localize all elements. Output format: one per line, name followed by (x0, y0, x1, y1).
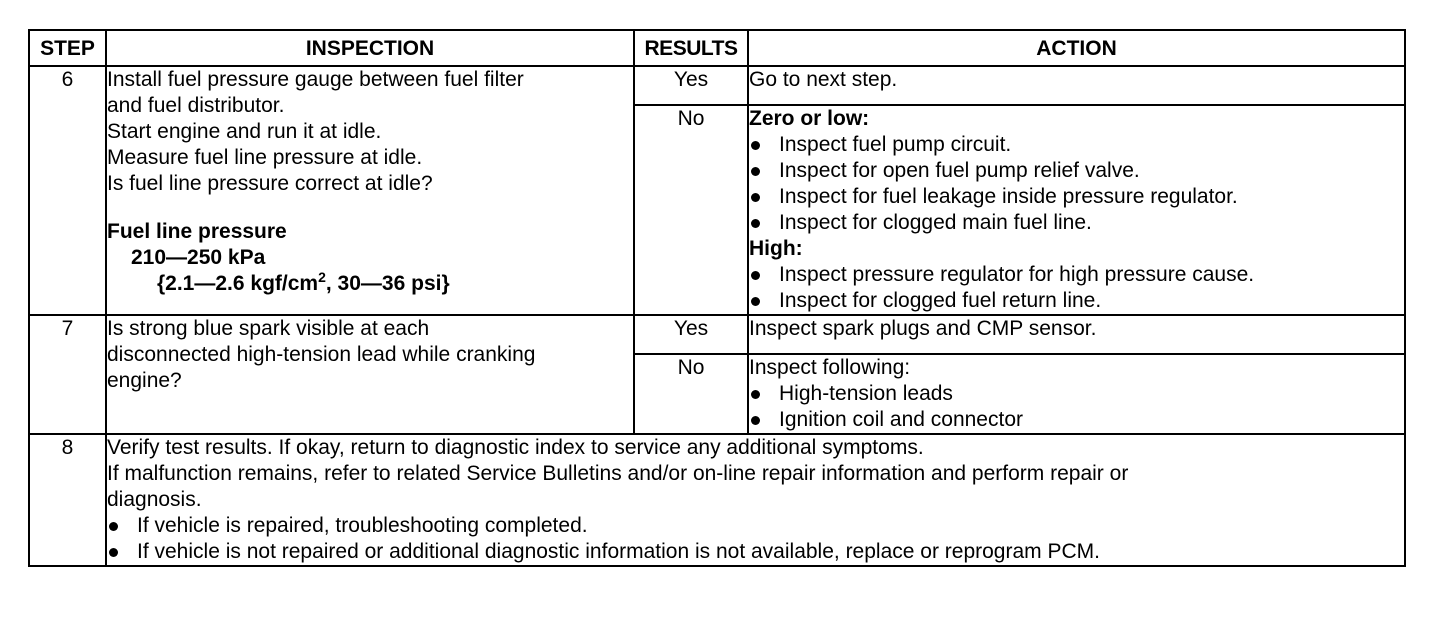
list-item: Inspect for clogged main fuel line. (749, 210, 1404, 236)
bullet-icon (751, 193, 760, 202)
result-no: No (634, 354, 748, 434)
list-item: Ignition coil and connector (749, 407, 1404, 433)
header-action: ACTION (748, 30, 1405, 66)
header-row (29, 30, 1405, 66)
action-yes: Inspect spark plugs and CMP sensor. (748, 315, 1405, 354)
result-no: No (634, 105, 748, 315)
inspection-line: Start engine and run it at idle. (107, 120, 382, 143)
bullet-list (107, 513, 1404, 565)
bullet-icon (751, 271, 760, 280)
step-number: 7 (29, 315, 106, 434)
result-yes: Yes (634, 66, 748, 105)
step-number: 6 (29, 66, 106, 315)
inspection-line: Is fuel line pressure correct at idle? (107, 172, 433, 195)
bullet-icon (109, 548, 118, 557)
inspection-line: If malfunction remains, refer to related Service Bulletins and/or on-line repair information and perform repair or (107, 462, 1129, 485)
action-subtitle: High: (749, 237, 803, 260)
list-item: Inspect fuel pump circuit. (749, 132, 1404, 158)
inspection-line: engine? (107, 369, 182, 392)
action-no (748, 105, 1405, 315)
list-item: Inspect pressure regulator for high pressure cause. (749, 262, 1404, 288)
action-yes: Go to next step. (748, 66, 1405, 105)
step-7-inspection (106, 315, 634, 434)
bullet-icon (109, 522, 118, 531)
table-row (29, 315, 1405, 354)
list-item: High-tension leads (749, 381, 1404, 407)
action-no (748, 354, 1405, 434)
bullet-icon (751, 390, 760, 399)
list-item: Inspect for clogged fuel return line. (749, 288, 1404, 314)
bullet-list (749, 132, 1404, 236)
inspection-line: Install fuel pressure gauge between fuel filter (107, 68, 524, 91)
table-row (29, 434, 1405, 566)
diagnostic-table (28, 29, 1406, 567)
action-subtitle: Inspect following: (749, 356, 911, 379)
inspection-line: and fuel distributor. (107, 94, 285, 117)
header-step: STEP (29, 30, 106, 66)
step-number: 8 (29, 434, 106, 566)
list-item: If vehicle is not repaired or additional diagnostic information is not available, replace or reprogram PCM. (107, 539, 1404, 565)
bullet-icon (751, 297, 760, 306)
spec-other-units: {2.1—2.6 kgf/$cm^2$, 30—36 psi} (157, 269, 450, 295)
spec-kpa: 210—250 kPa (131, 246, 266, 269)
list-item: If vehicle is repaired, troubleshooting completed. (107, 513, 1404, 539)
bullet-icon (751, 416, 760, 425)
action-subtitle: Zero or low: (749, 107, 870, 130)
inspection-line: disconnected high-tension lead while cranking (107, 343, 536, 366)
step-6-inspection (106, 66, 634, 315)
bullet-icon (751, 219, 760, 228)
bullet-list (749, 381, 1404, 433)
bullet-list (749, 262, 1404, 314)
bullet-icon (751, 167, 760, 176)
list-item: Inspect for fuel leakage inside pressure regulator. (749, 184, 1404, 210)
header-inspection: INSPECTION (106, 30, 634, 66)
result-yes: Yes (634, 315, 748, 354)
list-item: Inspect for open fuel pump relief valve. (749, 158, 1404, 184)
spec-title: Fuel line pressure (107, 220, 287, 243)
header-results: RESULTS (634, 30, 748, 66)
inspection-line: Verify test results. If okay, return to diagnostic index to service any additional symptoms. (107, 436, 924, 459)
inspection-line: diagnosis. (107, 488, 202, 511)
inspection-line: Measure fuel line pressure at idle. (107, 146, 423, 169)
step-8-inspection (106, 434, 1405, 566)
bullet-icon (751, 141, 760, 150)
inspection-line: Is strong blue spark visible at each (107, 317, 430, 340)
table-row (29, 66, 1405, 105)
